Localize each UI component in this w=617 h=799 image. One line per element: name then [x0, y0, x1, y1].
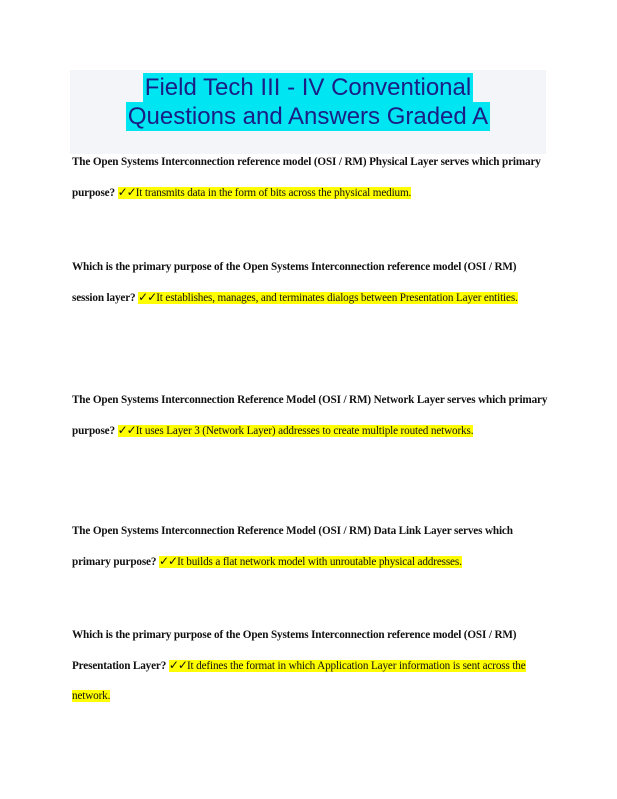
qa-item-1: [72, 147, 548, 208]
title-block: [70, 70, 546, 154]
answer-text: It defines the format in which Application Layer information is sent across the network.: [72, 660, 526, 702]
question-text: The Open Systems Interconnection Reference Model (OSI / RM) Data Link Layer serves which primary purpose?: [72, 525, 513, 568]
title-line-1: Field Tech III - IV Conventional: [144, 74, 472, 101]
qa-item-3: [72, 385, 548, 446]
check-mark-icon: ✓✓: [138, 290, 157, 304]
check-mark-icon: ✓✓: [117, 185, 136, 199]
title-line-2: Questions and Answers Graded A: [127, 103, 489, 130]
answer-highlight: [138, 292, 518, 304]
answer-text: It transmits data in the form of bits across the physical medium.: [135, 187, 412, 199]
answer-text: It establishes, manages, and terminates dialogs between Presentation Layer entities.: [156, 292, 518, 304]
answer-text: It uses Layer 3 (Network Layer) addresses to create multiple routed networks.: [135, 425, 474, 437]
answer-highlight: [118, 187, 412, 199]
question-text: The Open Systems Interconnection reference model (OSI / RM) Physical Layer serves which primary purpose?: [72, 156, 541, 199]
question-text: Which is the primary purpose of the Open Systems Interconnection reference model (OSI / RM) session layer?: [72, 261, 517, 304]
check-mark-icon: ✓✓: [158, 554, 178, 568]
answer-highlight: [118, 425, 474, 437]
question-text: Which is the primary purpose of the Open Systems Interconnection reference model (OSI / RM) Presentation Layer?: [72, 629, 517, 672]
qa-item-5: [72, 620, 548, 711]
qa-item-4: [72, 516, 548, 577]
check-mark-icon: ✓✓: [117, 423, 136, 437]
answer-text: It builds a flat network model with unroutable physical addresses.: [177, 556, 462, 568]
check-mark-icon: ✓✓: [168, 658, 187, 672]
question-text: The Open Systems Interconnection Reference Model (OSI / RM) Network Layer serves which primary purpose?: [72, 394, 548, 437]
answer-highlight: [159, 556, 462, 568]
qa-item-2: [72, 252, 548, 313]
